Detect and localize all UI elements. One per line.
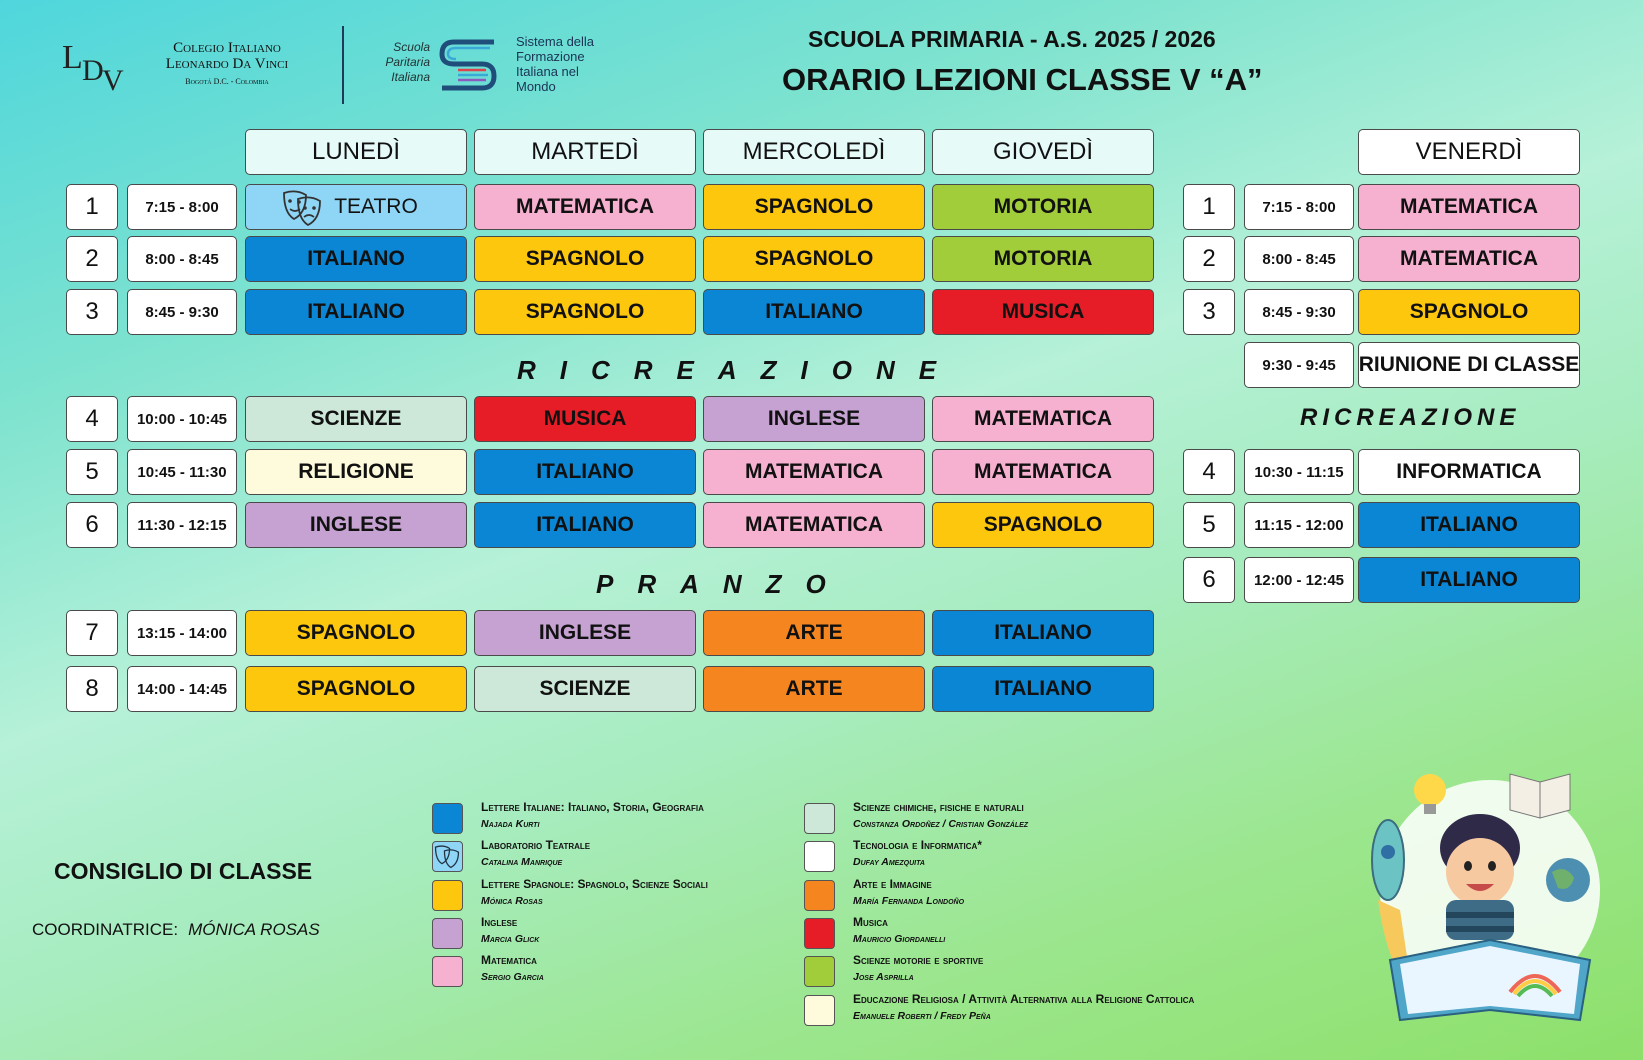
- subject-cell: SPAGNOLO: [474, 236, 696, 282]
- coordinator-name: MÓNICA ROSAS: [188, 920, 320, 939]
- paritaria-line: Paritaria: [385, 55, 430, 69]
- legend-swatch: [432, 956, 463, 987]
- period-time: 14:00 - 14:45: [127, 666, 237, 712]
- period-time: 10:00 - 10:45: [127, 396, 237, 442]
- globe-icon: [1546, 858, 1590, 902]
- legend-subject: Arte e Immagine: [853, 877, 932, 891]
- paritaria-line: Italiana: [391, 70, 430, 84]
- period-time: 11:30 - 12:15: [127, 502, 237, 548]
- friday-break-ricreazione: RICREAZIONE: [1300, 404, 1521, 431]
- subject-cell: MATEMATICA: [474, 184, 696, 230]
- legend-teacher: Sergio Garcia: [481, 971, 544, 983]
- legend-swatch: [432, 841, 463, 872]
- legend-subject: Scienze chimiche, fisiche e naturali: [853, 800, 1024, 814]
- legend-subject: Matematica: [481, 953, 537, 967]
- subject-cell: ITALIANO: [245, 236, 467, 282]
- school-city: Bogotá D.C. - Colombia: [185, 77, 269, 86]
- subject-cell: SPAGNOLO: [703, 236, 925, 282]
- day-header-giovedi: GIOVEDÌ: [932, 129, 1154, 175]
- school-name-2: Leonardo Da Vinci: [165, 56, 289, 72]
- legend-teacher: Marcia Glick: [481, 933, 540, 945]
- day-header-mercoledi: MERCOLEDÌ: [703, 129, 925, 175]
- subject-cell: ITALIANO: [703, 289, 925, 335]
- subject-cell: [245, 184, 467, 230]
- legend-teacher: Emanuele Roberti / Fredy Peña: [853, 1010, 991, 1022]
- sistema-line: Formazione: [516, 49, 585, 64]
- child-icon: [1440, 814, 1520, 940]
- school-name-1: Colegio Italiano: [173, 40, 281, 56]
- friday-period-time: 11:15 - 12:00: [1244, 502, 1354, 548]
- legend-teacher: Constanza Ordoñez / Cristian González: [853, 818, 1029, 830]
- legend-teacher: Mónica Rosas: [481, 895, 543, 907]
- friday-period-number: 5: [1183, 502, 1235, 548]
- friday-period-number: 2: [1183, 236, 1235, 282]
- legend-subject: Scienze motorie e sportive: [853, 953, 984, 967]
- logo-divider: [342, 26, 344, 104]
- child-reading-book-illustration: [1360, 760, 1620, 1050]
- subject-cell: ITALIANO: [932, 666, 1154, 712]
- friday-subject-cell: ITALIANO: [1358, 557, 1580, 603]
- legend-subject: Lettere Italiane: Italiano, Storia, Geografia: [481, 800, 704, 814]
- legend-swatch: [804, 995, 835, 1026]
- friday-period-time: 12:00 - 12:45: [1244, 557, 1354, 603]
- svg-text:L: L: [62, 39, 83, 76]
- subject-label: TEATRO: [334, 195, 418, 218]
- legend-swatch: [432, 803, 463, 834]
- friday-subject-cell: ITALIANO: [1358, 502, 1580, 548]
- subject-cell: MATEMATICA: [703, 449, 925, 495]
- legend-swatch: [804, 918, 835, 949]
- legend-swatch: [804, 880, 835, 911]
- subject-cell: SPAGNOLO: [245, 610, 467, 656]
- subject-cell: ITALIANO: [474, 502, 696, 548]
- subject-cell: ARTE: [703, 610, 925, 656]
- coordinator-label: COORDINATRICE:: [32, 920, 179, 939]
- legend-subject: Laboratorio Teatrale: [481, 838, 591, 852]
- legend-subject: Lettere Spagnole: Spagnolo, Scienze Sociali: [481, 877, 708, 891]
- legend-subject: Musica: [853, 915, 888, 929]
- council-title: CONSIGLIO DI CLASSE: [54, 858, 313, 884]
- period-number: 4: [66, 396, 118, 442]
- period-time: 8:00 - 8:45: [127, 236, 237, 282]
- sistema-line: Mondo: [516, 79, 556, 94]
- sistema-line: Sistema della: [516, 34, 595, 49]
- friday-period-time: 10:30 - 11:15: [1244, 449, 1354, 495]
- subject-cell: MOTORIA: [932, 236, 1154, 282]
- friday-subject-cell: MATEMATICA: [1358, 184, 1580, 230]
- school-title: SCUOLA PRIMARIA - A.S. 2025 / 2026: [808, 26, 1216, 52]
- subject-cell: MATEMATICA: [703, 502, 925, 548]
- subject-cell: ITALIANO: [245, 289, 467, 335]
- legend-subject: Tecnologia e Informatica*: [853, 838, 982, 852]
- sistema-line: Italiana nel: [516, 64, 579, 79]
- friday-period-number: 3: [1183, 289, 1235, 335]
- subject-cell: MUSICA: [474, 396, 696, 442]
- friday-period-time: 7:15 - 8:00: [1244, 184, 1354, 230]
- sistema-s-logo-icon: [436, 34, 500, 92]
- legend-teacher: Jose Asprilla: [853, 971, 914, 983]
- friday-subject-cell: INFORMATICA: [1358, 449, 1580, 495]
- subject-cell: SPAGNOLO: [703, 184, 925, 230]
- day-header-lunedi: LUNEDÌ: [245, 129, 467, 175]
- subject-cell: INGLESE: [245, 502, 467, 548]
- day-header-venerdi: VENERDÌ: [1358, 129, 1580, 175]
- friday-period-number: 6: [1183, 557, 1235, 603]
- legend-teacher: Catalina Manrique: [481, 856, 563, 868]
- paritaria-line: Scuola: [393, 40, 430, 54]
- friday-period-time: 8:00 - 8:45: [1244, 236, 1354, 282]
- friday-period-time: 9:30 - 9:45: [1244, 342, 1354, 388]
- period-number: 3: [66, 289, 118, 335]
- sistema-text: [516, 34, 594, 94]
- legend-subject: Inglese: [481, 915, 518, 929]
- subject-cell: ITALIANO: [932, 610, 1154, 656]
- subject-cell: MATEMATICA: [932, 449, 1154, 495]
- period-number: 2: [66, 236, 118, 282]
- period-number: 1: [66, 184, 118, 230]
- subject-cell: SPAGNOLO: [474, 289, 696, 335]
- book-icon: [1510, 774, 1570, 818]
- subject-cell: SCIENZE: [245, 396, 467, 442]
- subject-cell: INGLESE: [703, 396, 925, 442]
- break-pranzo: PRANZO: [596, 569, 850, 599]
- friday-subject-cell: SPAGNOLO: [1358, 289, 1580, 335]
- legend-swatch: [804, 956, 835, 987]
- svg-text:D: D: [82, 54, 104, 87]
- paritaria-text: [376, 40, 430, 85]
- period-time: 7:15 - 8:00: [127, 184, 237, 230]
- friday-period-number: 1: [1183, 184, 1235, 230]
- period-number: 6: [66, 502, 118, 548]
- ldv-logo-icon: [60, 36, 130, 92]
- friday-subject-cell: RIUNIONE DI CLASSE: [1358, 342, 1580, 388]
- subject-cell: MATEMATICA: [932, 396, 1154, 442]
- legend-subject: Educazione Religiosa / Attività Alternativa alla Religione Cattolica: [853, 992, 1195, 1006]
- period-number: 5: [66, 449, 118, 495]
- friday-period-time: 8:45 - 9:30: [1244, 289, 1354, 335]
- legend-swatch: [432, 918, 463, 949]
- break-ricreazione: RICREAZIONE: [517, 355, 961, 385]
- legend-teacher: Dufay Amezquita: [853, 856, 925, 868]
- svg-text:V: V: [102, 64, 124, 92]
- friday-subject-cell: MATEMATICA: [1358, 236, 1580, 282]
- subject-cell: SCIENZE: [474, 666, 696, 712]
- subject-cell: INGLESE: [474, 610, 696, 656]
- subject-cell: ARTE: [703, 666, 925, 712]
- subject-cell: MUSICA: [932, 289, 1154, 335]
- legend-swatch: [432, 880, 463, 911]
- subject-cell: ITALIANO: [474, 449, 696, 495]
- theater-masks-icon: [433, 842, 461, 870]
- legend-swatch: [804, 803, 835, 834]
- period-time: 10:45 - 11:30: [127, 449, 237, 495]
- subject-cell: SPAGNOLO: [245, 666, 467, 712]
- subject-cell: RELIGIONE: [245, 449, 467, 495]
- legend-teacher: Mauricio Giordanelli: [853, 933, 946, 945]
- school-logo-text: [142, 40, 312, 90]
- period-number: 8: [66, 666, 118, 712]
- schedule-title: ORARIO LEZIONI CLASSE V “A”: [782, 62, 1263, 97]
- period-time: 13:15 - 14:00: [127, 610, 237, 656]
- period-number: 7: [66, 610, 118, 656]
- legend-teacher: María Fernanda Londoño: [853, 895, 965, 907]
- subject-cell: MOTORIA: [932, 184, 1154, 230]
- theater-masks-icon: [280, 187, 324, 227]
- legend-swatch: [804, 841, 835, 872]
- friday-period-number: 4: [1183, 449, 1235, 495]
- period-time: 8:45 - 9:30: [127, 289, 237, 335]
- subject-cell: SPAGNOLO: [932, 502, 1154, 548]
- legend-teacher: Najada Kurti: [481, 818, 540, 830]
- day-header-martedi: MARTEDÌ: [474, 129, 696, 175]
- coordinator: [32, 920, 320, 940]
